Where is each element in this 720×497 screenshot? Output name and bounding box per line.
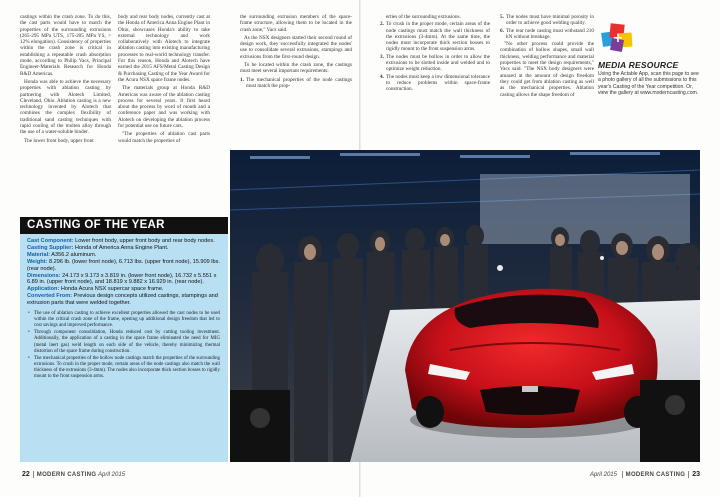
list-item: 6. The rear node casting must withstand 210 kN without breakage.	[500, 27, 594, 40]
folio-left	[22, 471, 125, 478]
article-column-2	[118, 14, 210, 146]
car-reveal-photo	[230, 150, 700, 462]
benefit-list	[20, 307, 228, 380]
paragraph: "No other process could provide the combination of hollow shapes, small wall thickness, welding performance and material properties to meet the design requirements," Vacs said. "The NSX body designers were amazed at the amount of design freedom they could get from ablation casting as well as the mechanical properties. Ablation casting allows the shape freedom of	[500, 41, 594, 98]
list-item: • The mechanical properties of the hollow node castings match the properties of the surrounding extrusions. To crush in the proper mode, certain areas of the node castings also match the wall thickness of the extrusions (3-4mm). The nodes also incorporate thick section bosses to rigidly mount to the front suspension arms.	[28, 355, 220, 379]
article-column-3	[240, 14, 352, 90]
list-item: erties of the surrounding extrusions.	[386, 14, 461, 20]
magazine-name: MODERN CASTING	[625, 472, 686, 479]
folio-divider	[622, 471, 623, 478]
article-column-5	[500, 14, 594, 100]
casting-of-the-year-sidebar	[20, 217, 228, 462]
bullet-icon: •	[28, 330, 30, 336]
paragraph: body and rear body nodes, currently cast at the Honda of America Anna Engine Plant in Ohio, showcases Honda's ability to take external technology and work collaboratively with Alotech to integrate ablation casting into existing manufacturing processes to real-world technology transfer. For this reason, Honda and Alotech have earned the 2015 AFS/Metal Casting Design & Purchasing Casting of the Year Award for the Acura NSX space frame nodes.	[118, 14, 210, 83]
paragraph: castings within the crash zone. To do this, the cast parts would have to match the properties of the surrounding extrusions (265-295 MPa UTS, 175-205 MPa YS, > 12% elongation). Consistency of properties within the crash zone is critical in establishing a repeatable crash absorption mode, according to Philip Vacs, Principal Engineer-Materials Research for Honda R&D Americas.	[20, 14, 111, 77]
list-item: 3. The nodes must be hollow in order to allow the extrusions to be slotted inside and welded and to optimize weight reduction.	[380, 53, 490, 73]
list-item: 5. The nodes must have minimal porosity in order to achieve good welding quality.	[500, 14, 594, 27]
folio-divider	[688, 471, 689, 478]
page-number: 23	[692, 471, 700, 479]
spec-row: Dimensions: 24.173 x 9.173 x 3.819 in. (lower front node), 16.732 x 5.551 x 6.89 in. (upper front node), and 18.819 x 9.882 x 16.929 in. (rear node).	[27, 272, 217, 286]
media-resource-box	[598, 60, 700, 96]
sidebar-title: CASTING OF THE YEAR	[20, 217, 228, 234]
paragraph: "The properties of ablation cast parts would match the properties of	[118, 131, 210, 144]
paragraph: As the NSX designers started their second round of design work, they successfully integrated the nodes' use to consolidate several extrusions, stampings and extrusions from the first-round design.	[240, 34, 352, 60]
media-resource-text: Using the Actable App, scan this page to see a photo gallery of all the submissions to this year's Casting of the Year competition. Or, view the gallery at www.moderncasting.com.	[598, 71, 699, 96]
paragraph: The lower front body, upper front	[24, 137, 94, 144]
issue-date: April 2015	[589, 472, 617, 479]
list-item: 2. To crush in the proper mode, certain areas of the node castings must match the wall thickness of the extrusions (3-4mm). At the same time, the nodes must incorporate thick section bosses to rigidly mount to the front suspension arms.	[380, 21, 490, 53]
spec-row: Converted From: Previous design concepts utilized castings, stampings and extrusion parts that were welded together.	[27, 293, 218, 307]
bullet-icon: •	[28, 355, 30, 361]
paragraph: To be located within the crash zone, the castings must meet several important requirements:	[240, 62, 352, 75]
spec-row: Material: A356.2 aluminum.	[27, 251, 97, 258]
article-column-4	[380, 14, 490, 94]
magazine-name: MODERN CASTING	[36, 472, 97, 479]
spec-row: Application: Honda Acura NSX supercar space frame.	[27, 286, 164, 293]
requirements-list	[500, 14, 594, 40]
spec-row: Casting Supplier: Honda of America Anna Engine Plant.	[27, 244, 169, 251]
paragraph: the surrounding extrusion members of the space-frame structure, allowing them to be located in the crash zone," Vacs said.	[240, 14, 352, 33]
list-item: 4. The nodes must keep a low dimensional tolerance to reduce problems within space-frame construction.	[380, 73, 490, 93]
bullet-icon: •	[28, 311, 30, 317]
folio-right	[590, 471, 700, 478]
paragraph: Honda was able to achieve the necessary properties with ablation casting by partnering with Alotech Limited, Cleveland, Ohio. Ablation casting is a new technology invented by Alotech that combines the complex flexibility of traditional sand casting techniques with rapid cooling of the molten alloy through the use of a water-soluble binder.	[20, 78, 111, 136]
paragraph: The materials group at Honda R&D Americas was aware of the ablation casting process for several years. It first heard about the process by word of mouth and a conference paper and was working with Alotech on developing the ablation process for potential use on future cars.	[118, 85, 210, 130]
page-number: 22	[22, 471, 30, 479]
actable-app-logo-icon[interactable]	[600, 20, 636, 56]
list-item: • Through component consolidation, Honda reduced cost by cutting tooling investment. Additionally, the application of a casting in the space frame eliminated the need for MIG (metal inert gas) weld length on each side of the vehicle, thereby minimizing thermal distortion of the space frame during construction.	[28, 330, 220, 354]
spec-row: Cast Component: Lower front body, upper front body and rear body nodes.	[27, 238, 215, 244]
spec-list	[20, 234, 228, 307]
requirements-list	[240, 77, 352, 90]
folio-divider	[33, 471, 34, 478]
issue-date: April 2015	[98, 472, 126, 479]
spec-row: Weight: 8.296 lb. (lower front node), 6.713 lbs. (upper front node), 15.909 lbs. (rear node).	[27, 258, 220, 272]
photo-illustration	[230, 150, 700, 462]
article-column-1	[20, 14, 111, 146]
list-item: 1. The mechanical properties of the node castings must match the prop-	[240, 76, 352, 89]
requirements-list	[380, 14, 490, 93]
list-item: • The use of ablation casting to achieve excellent properties allowed the cast nodes to be used within the critical crash zone of the frame, opening up additional design freedom that led to cost savings and improved performance.	[28, 311, 220, 329]
media-resource-title: MEDIA RESOURCE	[598, 60, 679, 70]
svg-text:+: +	[612, 31, 624, 46]
